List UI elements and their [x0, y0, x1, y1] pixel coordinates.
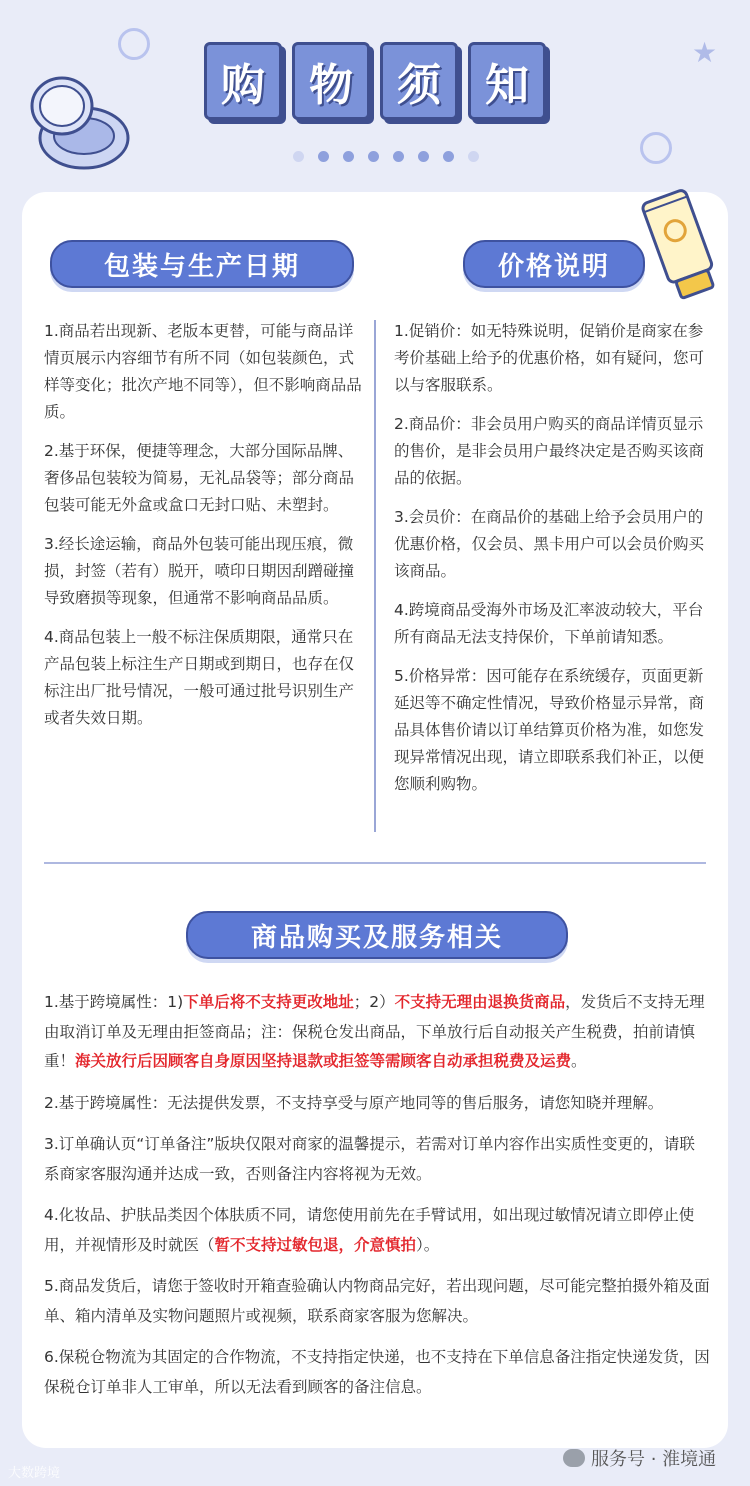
list-item: 5.商品发货后，请您于签收时开箱查验确认内物商品完好，若出现问题，尽可能完整拍摄外箱及面单、箱内清单及实物问题照片或视频，联系商家客服为您解决。 [44, 1277, 710, 1325]
list-item: 1.基于跨境属性：1)下单后将不支持更改地址；2）不支持无理由退换货商品，发货后不支持无理由取消订单及无理由拒签商品；注：保税仓发出商品，下单放行后自动报关产生税费，拍前请慎重！海关放行后因顾客自身原因坚持退款或拒签等需顾客自动承担税费及运费。 [44, 993, 705, 1070]
price-list [394, 318, 716, 810]
warning-text: 下单后将不支持更改地址 [183, 993, 354, 1011]
section-header-packaging: 包装与生产日期 [50, 240, 354, 288]
wechat-icon [563, 1449, 585, 1467]
service-account-label: 服务号 · 淮境通 [591, 1449, 717, 1470]
list-item: 5.价格异常：因可能存在系统缓存，页面更新延迟等不确定性情况，导致价格显示异常，商品具体售价请以订单结算页价格为准，如您发现异常情况出现，请立即联系我们补正，以便您顺利购物。 [394, 667, 705, 793]
packaging-list [44, 318, 364, 744]
swirl-decoration [118, 28, 150, 60]
star-icon: ★ [692, 36, 718, 69]
purchase-service-list [44, 988, 710, 1414]
list-item: 4.跨境商品受海外市场及汇率波动较大，平台所有商品无法支持保价，下单前请知悉。 [394, 601, 704, 646]
title-char: 物 [292, 42, 370, 120]
watermark-left: 大数跨境 [8, 1466, 61, 1481]
section-divider [44, 862, 706, 864]
watermark-right [563, 1445, 716, 1471]
compact-mirror-icon [22, 66, 132, 176]
list-item: 3.会员价：在商品价的基础上给予会员用户的优惠价格，仅会员、黑卡用户可以会员价购买该商品。 [394, 508, 705, 580]
list-item: 4.商品包装上一般不标注保质期限，通常只在产品包装上标注生产日期或到期日，也存在仅标注出厂批号情况，一般可通过批号识别生产或者失效日期。 [44, 628, 355, 727]
title-char: 购 [204, 42, 282, 120]
title-char: 须 [380, 42, 458, 120]
section-header-price: 价格说明 [463, 240, 645, 288]
list-item: 4.化妆品、护肤品类因个体肤质不同，请您使用前先在手臂试用，如出现过敏情况请立即停止使用，并视情形及时就医（暂不支持过敏包退，介意慎拍）。 [44, 1206, 695, 1254]
warning-text: 不支持无理由退换货商品 [394, 993, 566, 1011]
list-item: 2.商品价：非会员用户购买的商品详情页显示的售价，是非会员用户最终决定是否购买该商品的依据。 [394, 415, 705, 487]
title-char: 知 [468, 42, 546, 120]
warning-text: 海关放行后因顾客自身原因坚持退款或拒签等需顾客自动承担税费及运费 [75, 1052, 572, 1070]
list-item: 2.基于环保，便捷等理念，大部分国际品牌、奢侈品包装较为简易，无礼品袋等；部分商品包装可能无外盒或盒口无封口贴、未塑封。 [44, 442, 355, 514]
list-item: 1.商品若出现新、老版本更替，可能与商品详情页展示内容细节有所不同（如包装颜色，式样等变化；批次产地不同等），但不影响商品品质。 [44, 322, 362, 421]
dot-divider [293, 151, 479, 162]
section-header-purchase-service: 商品购买及服务相关 [186, 911, 568, 959]
page-title [204, 42, 546, 120]
list-item: 6.保税仓物流为其固定的合作物流，不支持指定快递，也不支持在下单信息备注指定快递发货，因保税仓订单非人工审单，所以无法看到顾客的备注信息。 [44, 1348, 710, 1396]
warning-text: 暂不支持过敏包退，介意慎拍 [214, 1235, 417, 1254]
list-item: 1.促销价：如无特殊说明，促销价是商家在参考价基础上给予的优惠价格，如有疑问，您可以与客服联系。 [394, 322, 705, 394]
sunscreen-tube-icon [634, 180, 724, 302]
swirl-decoration [640, 132, 672, 164]
column-divider [374, 320, 376, 832]
list-item: 2.基于跨境属性：无法提供发票，不支持享受与原产地同等的售后服务，请您知晓并理解。 [44, 1093, 664, 1112]
list-item: 3.经长途运输，商品外包装可能出现压痕，微损，封签（若有）脱开，喷印日期因刮蹭碰撞导致磨损等现象，但通常不影响商品品质。 [44, 535, 355, 607]
list-item: 3.订单确认页“订单备注”版块仅限对商家的温馨提示，若需对订单内容作出实质性变更的，请联系商家客服沟通并达成一致，否则备注内容将视为无效。 [44, 1135, 695, 1183]
